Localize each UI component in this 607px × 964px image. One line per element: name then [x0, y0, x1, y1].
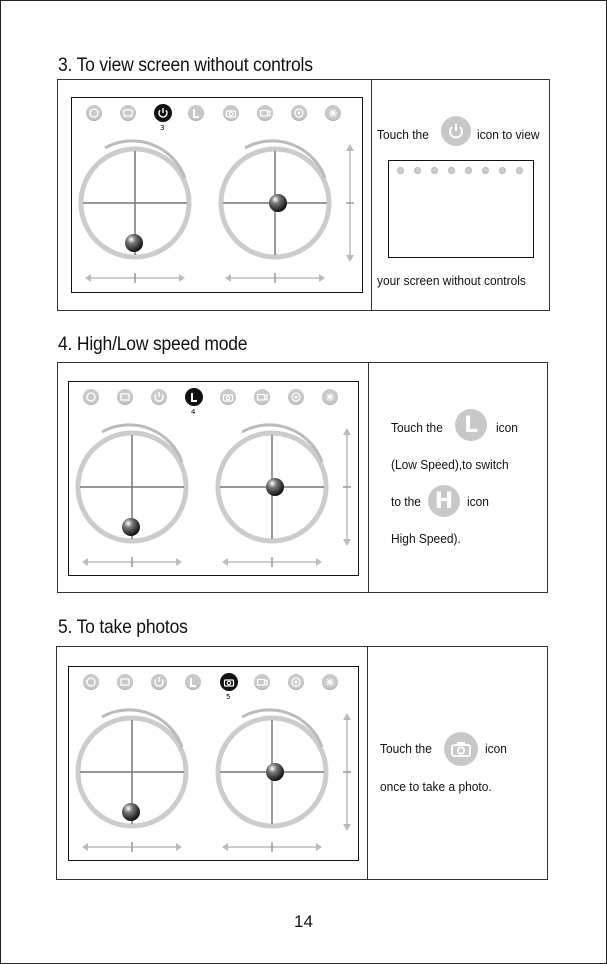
instruction-text-line1 [377, 127, 429, 142]
controller-screenshot [68, 666, 359, 861]
trim-arrow-right [316, 843, 322, 851]
section-title-5: 5. To take photos [58, 617, 188, 638]
trim-arrow-right [319, 274, 325, 282]
joystick-area [72, 98, 361, 291]
section-box-3 [57, 79, 550, 311]
trim-arrow-left [82, 558, 88, 566]
section-divider [371, 80, 372, 310]
joystick-area [69, 667, 358, 860]
controller-screenshot [68, 381, 359, 576]
instruction-text-line2: your screen without controls [377, 273, 526, 288]
trim-arrow-up [346, 144, 354, 151]
instruction-text-line2: once to take a photo. [380, 779, 492, 794]
instruction-text-pre: Touch the [380, 741, 432, 756]
trim-arrow-down [343, 824, 351, 831]
joystick-area [69, 382, 358, 575]
instruction-text-line3-post: icon [467, 494, 489, 509]
instruction-text-line4: High Speed). [391, 531, 461, 546]
joystick-knob-right [266, 763, 284, 781]
section-divider [367, 647, 368, 879]
joystick-knob-left [125, 234, 143, 252]
trim-arrow-left [85, 274, 91, 282]
mini-icon [516, 167, 523, 174]
high-speed-icon: H [428, 485, 460, 517]
camera-icon [444, 732, 478, 766]
joystick-arc [102, 710, 182, 747]
trim-arrow-up [343, 713, 351, 720]
section-divider [368, 363, 369, 592]
page-number: 14 [294, 912, 313, 931]
instruction-text-pre: Touch the [377, 127, 429, 142]
trim-arrow-down [346, 255, 354, 262]
trim-arrow-right [176, 558, 182, 566]
trim-arrow-left [225, 274, 231, 282]
instruction-text-line2: (Low Speed),to switch [391, 457, 509, 472]
joystick-knob-right [266, 478, 284, 496]
mini-icon [397, 167, 404, 174]
instruction-text-post: icon [496, 420, 518, 435]
low-speed-icon: L [455, 409, 487, 441]
trim-arrow-left [222, 843, 228, 851]
section-title-3: 3. To view screen without controls [58, 55, 313, 76]
instruction-text-line3-pre: to the [391, 494, 421, 509]
joystick-knob-left [122, 803, 140, 821]
step-number-label: 3 [160, 124, 165, 132]
trim-arrow-right [176, 843, 182, 851]
trim-arrow-left [82, 843, 88, 851]
step-number-label: 4 [191, 408, 196, 416]
instruction-text-post: icon [485, 741, 507, 756]
instruction-text-post: icon to view [477, 127, 540, 142]
section-box-5 [56, 646, 548, 880]
joystick-knob-left [122, 518, 140, 536]
instruction-text-pre: Touch the [391, 420, 443, 435]
trim-arrow-up [343, 428, 351, 435]
trim-arrow-right [179, 274, 185, 282]
mini-icon [431, 167, 438, 174]
joystick-arc [242, 425, 322, 462]
joystick-arc [245, 141, 325, 178]
mini-screen-preview [388, 160, 534, 258]
section-title-4: 4. High/Low speed mode [58, 334, 248, 355]
power-icon [441, 116, 471, 146]
trim-arrow-down [343, 539, 351, 546]
mini-icon [414, 167, 421, 174]
trim-arrow-right [316, 558, 322, 566]
controller-screenshot [71, 97, 363, 293]
trim-arrow-left [222, 558, 228, 566]
joystick-arc [242, 710, 322, 747]
joystick-arc [105, 141, 185, 178]
joystick-arc [102, 425, 182, 462]
step-number-label: 5 [226, 693, 231, 701]
mini-icon [482, 167, 489, 174]
section-box-4 [57, 362, 548, 593]
joystick-knob-right [269, 194, 287, 212]
mini-icon [448, 167, 455, 174]
mini-icon [499, 167, 506, 174]
mini-icon [465, 167, 472, 174]
